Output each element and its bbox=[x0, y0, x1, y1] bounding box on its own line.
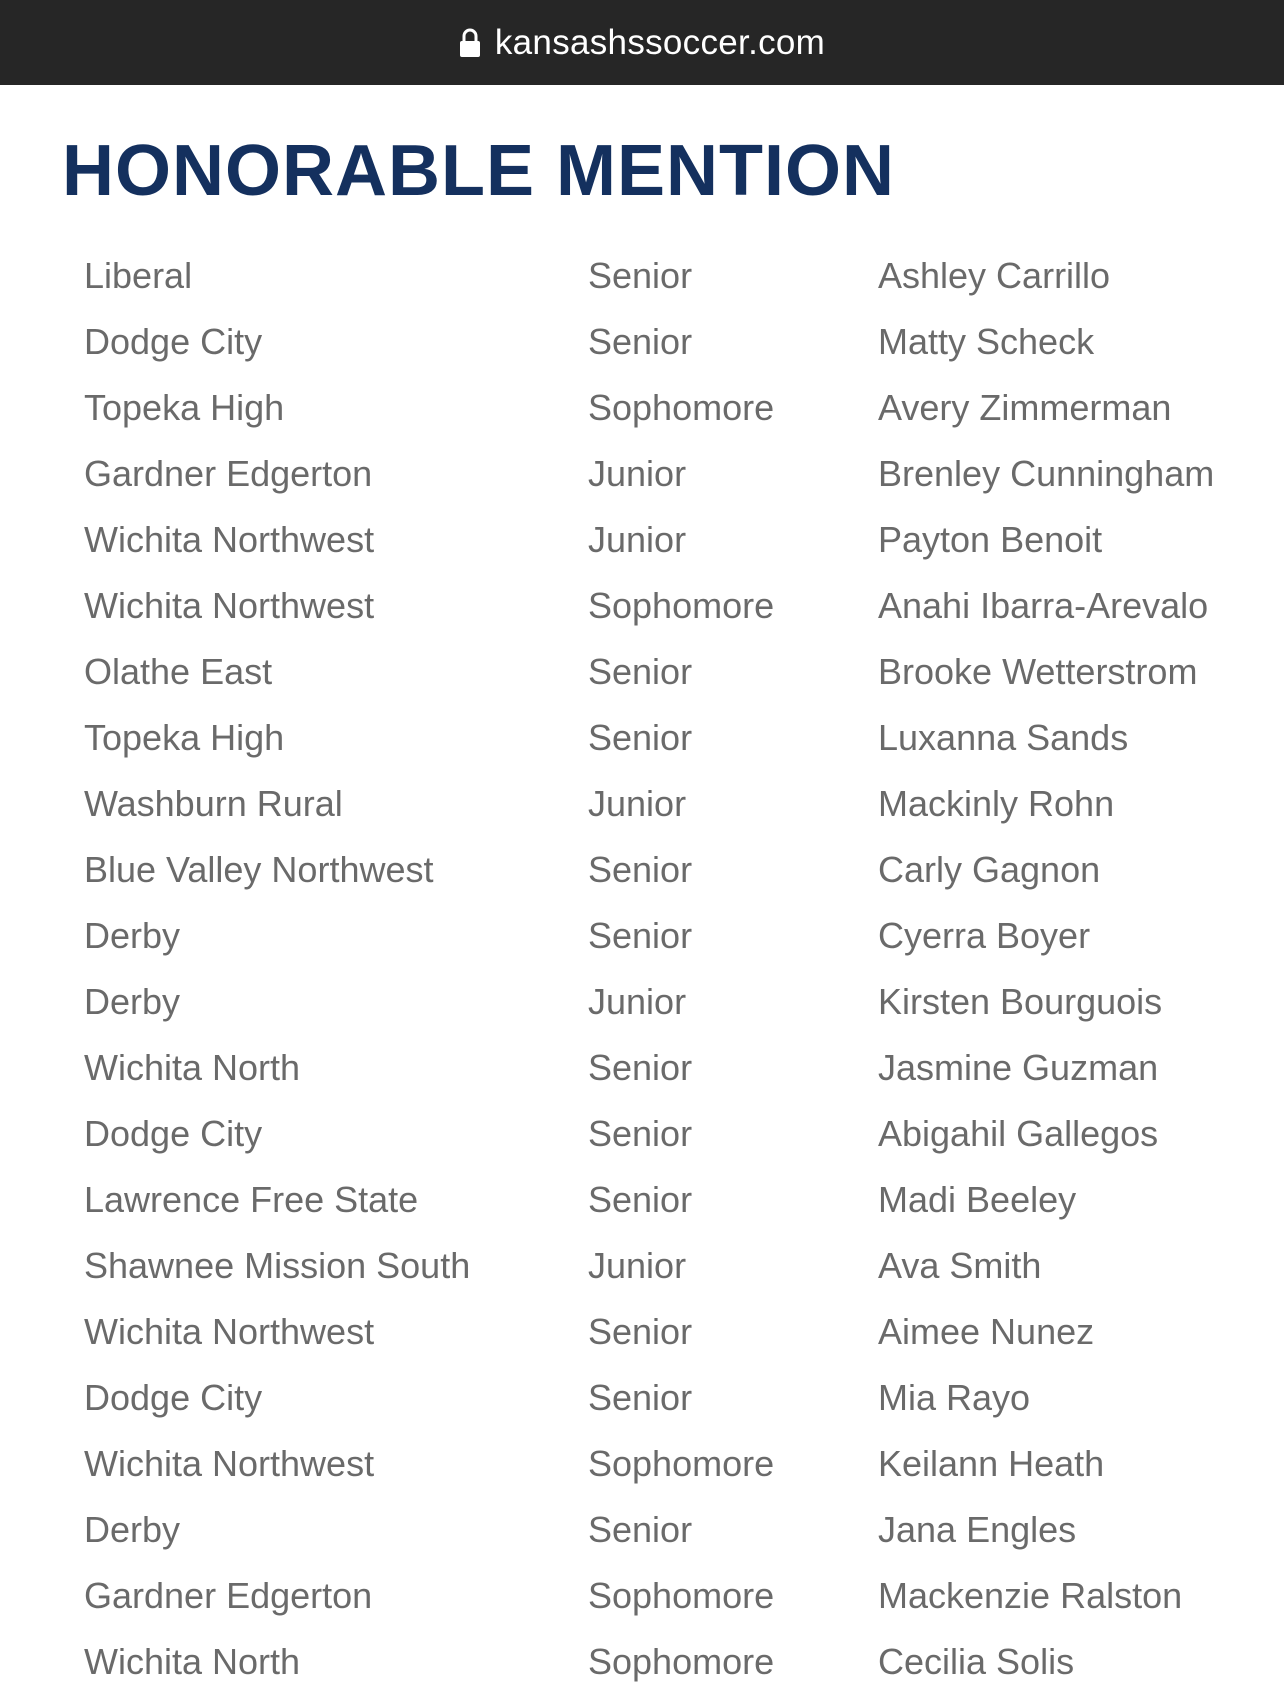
player-name-cell: Cyerra Boyer bbox=[878, 915, 1091, 956]
table-row bbox=[84, 705, 1258, 771]
year-cell: Senior bbox=[588, 651, 693, 692]
year-cell: Junior bbox=[588, 453, 687, 494]
table-row bbox=[84, 375, 1258, 441]
table-row bbox=[84, 1365, 1258, 1431]
player-name-cell: Matty Scheck bbox=[878, 321, 1095, 362]
school-cell: Shawnee Mission South bbox=[84, 1245, 471, 1286]
lock-icon bbox=[459, 28, 481, 58]
school-cell: Dodge City bbox=[84, 1113, 263, 1154]
school-cell: Dodge City bbox=[84, 321, 263, 362]
year-cell: Junior bbox=[588, 519, 687, 560]
school-cell: Topeka High bbox=[84, 387, 285, 428]
school-cell: Derby bbox=[84, 1509, 181, 1550]
table-row bbox=[84, 441, 1258, 507]
player-name-cell: Ashley Carrillo bbox=[878, 255, 1111, 296]
player-name-cell: Aimee Nunez bbox=[878, 1311, 1095, 1352]
table-row bbox=[84, 1167, 1258, 1233]
year-cell: Senior bbox=[588, 1311, 693, 1352]
player-name-cell: Payton Benoit bbox=[878, 519, 1103, 560]
page-content bbox=[0, 131, 1284, 1690]
table-row bbox=[84, 1101, 1258, 1167]
school-cell: Wichita Northwest bbox=[84, 1443, 375, 1484]
page-title: HONORABLE MENTION bbox=[62, 131, 895, 211]
table-row bbox=[84, 1563, 1258, 1629]
table-row bbox=[84, 1629, 1258, 1690]
year-cell: Senior bbox=[588, 1509, 693, 1550]
year-cell: Sophomore bbox=[588, 1641, 775, 1682]
player-name-cell: Abigahil Gallegos bbox=[878, 1113, 1159, 1154]
year-cell: Senior bbox=[588, 1113, 693, 1154]
table-row bbox=[84, 903, 1258, 969]
browser-address-bar[interactable] bbox=[0, 0, 1284, 85]
player-name-cell: Carly Gagnon bbox=[878, 849, 1101, 890]
player-name-cell: Mia Rayo bbox=[878, 1377, 1031, 1418]
table-row bbox=[84, 969, 1258, 1035]
year-cell: Senior bbox=[588, 915, 693, 956]
year-cell: Senior bbox=[588, 849, 693, 890]
year-cell: Junior bbox=[588, 981, 687, 1022]
year-cell: Sophomore bbox=[588, 387, 775, 428]
school-cell: Olathe East bbox=[84, 651, 273, 692]
year-cell: Sophomore bbox=[588, 1443, 775, 1484]
school-cell: Gardner Edgerton bbox=[84, 453, 373, 494]
school-cell: Gardner Edgerton bbox=[84, 1575, 373, 1616]
player-name-cell: Luxanna Sands bbox=[878, 717, 1129, 758]
table-row bbox=[84, 507, 1258, 573]
school-cell: Dodge City bbox=[84, 1377, 263, 1418]
table-row bbox=[84, 1431, 1258, 1497]
table-row bbox=[84, 309, 1258, 375]
school-cell: Derby bbox=[84, 915, 181, 956]
player-name-cell: Kirsten Bourguois bbox=[878, 981, 1163, 1022]
player-name-cell: Anahi Ibarra-Arevalo bbox=[878, 585, 1209, 626]
player-name-cell: Madi Beeley bbox=[878, 1179, 1077, 1220]
table-row bbox=[84, 771, 1258, 837]
table-row bbox=[84, 639, 1258, 705]
school-cell: Wichita Northwest bbox=[84, 585, 375, 626]
year-cell: Sophomore bbox=[588, 1575, 775, 1616]
school-cell: Topeka High bbox=[84, 717, 285, 758]
player-name-cell: Brenley Cunningham bbox=[878, 453, 1215, 494]
honorable-mention-table bbox=[84, 243, 1258, 1690]
roster-body bbox=[84, 243, 1258, 1690]
year-cell: Junior bbox=[588, 783, 687, 824]
table-row bbox=[84, 1233, 1258, 1299]
player-name-cell: Avery Zimmerman bbox=[878, 387, 1172, 428]
school-cell: Lawrence Free State bbox=[84, 1179, 419, 1220]
year-cell: Senior bbox=[588, 1377, 693, 1418]
table-row bbox=[84, 837, 1258, 903]
year-cell: Senior bbox=[588, 1179, 693, 1220]
school-cell: Blue Valley Northwest bbox=[84, 849, 434, 890]
year-cell: Senior bbox=[588, 717, 693, 758]
player-name-cell: Mackenzie Ralston bbox=[878, 1575, 1183, 1616]
year-cell: Senior bbox=[588, 255, 693, 296]
school-cell: Wichita Northwest bbox=[84, 1311, 375, 1352]
player-name-cell: Ava Smith bbox=[878, 1245, 1042, 1286]
year-cell: Senior bbox=[588, 321, 693, 362]
table-row bbox=[84, 243, 1258, 309]
year-cell: Sophomore bbox=[588, 585, 775, 626]
player-name-cell: Cecilia Solis bbox=[878, 1641, 1075, 1682]
school-cell: Derby bbox=[84, 981, 181, 1022]
table-row bbox=[84, 573, 1258, 639]
school-cell: Wichita North bbox=[84, 1047, 301, 1088]
school-cell: Wichita Northwest bbox=[84, 519, 375, 560]
player-name-cell: Jana Engles bbox=[878, 1509, 1077, 1550]
table-row bbox=[84, 1299, 1258, 1365]
table-row bbox=[84, 1035, 1258, 1101]
table-row bbox=[84, 1497, 1258, 1563]
school-cell: Liberal bbox=[84, 255, 193, 296]
player-name-cell: Brooke Wetterstrom bbox=[878, 651, 1198, 692]
school-cell: Washburn Rural bbox=[84, 783, 343, 824]
player-name-cell: Keilann Heath bbox=[878, 1443, 1105, 1484]
url-display[interactable] bbox=[459, 23, 825, 63]
year-cell: Senior bbox=[588, 1047, 693, 1088]
player-name-cell: Mackinly Rohn bbox=[878, 783, 1115, 824]
url-text: kansashssoccer.com bbox=[494, 22, 826, 62]
year-cell: Junior bbox=[588, 1245, 687, 1286]
school-cell: Wichita North bbox=[84, 1641, 301, 1682]
player-name-cell: Jasmine Guzman bbox=[878, 1047, 1159, 1088]
